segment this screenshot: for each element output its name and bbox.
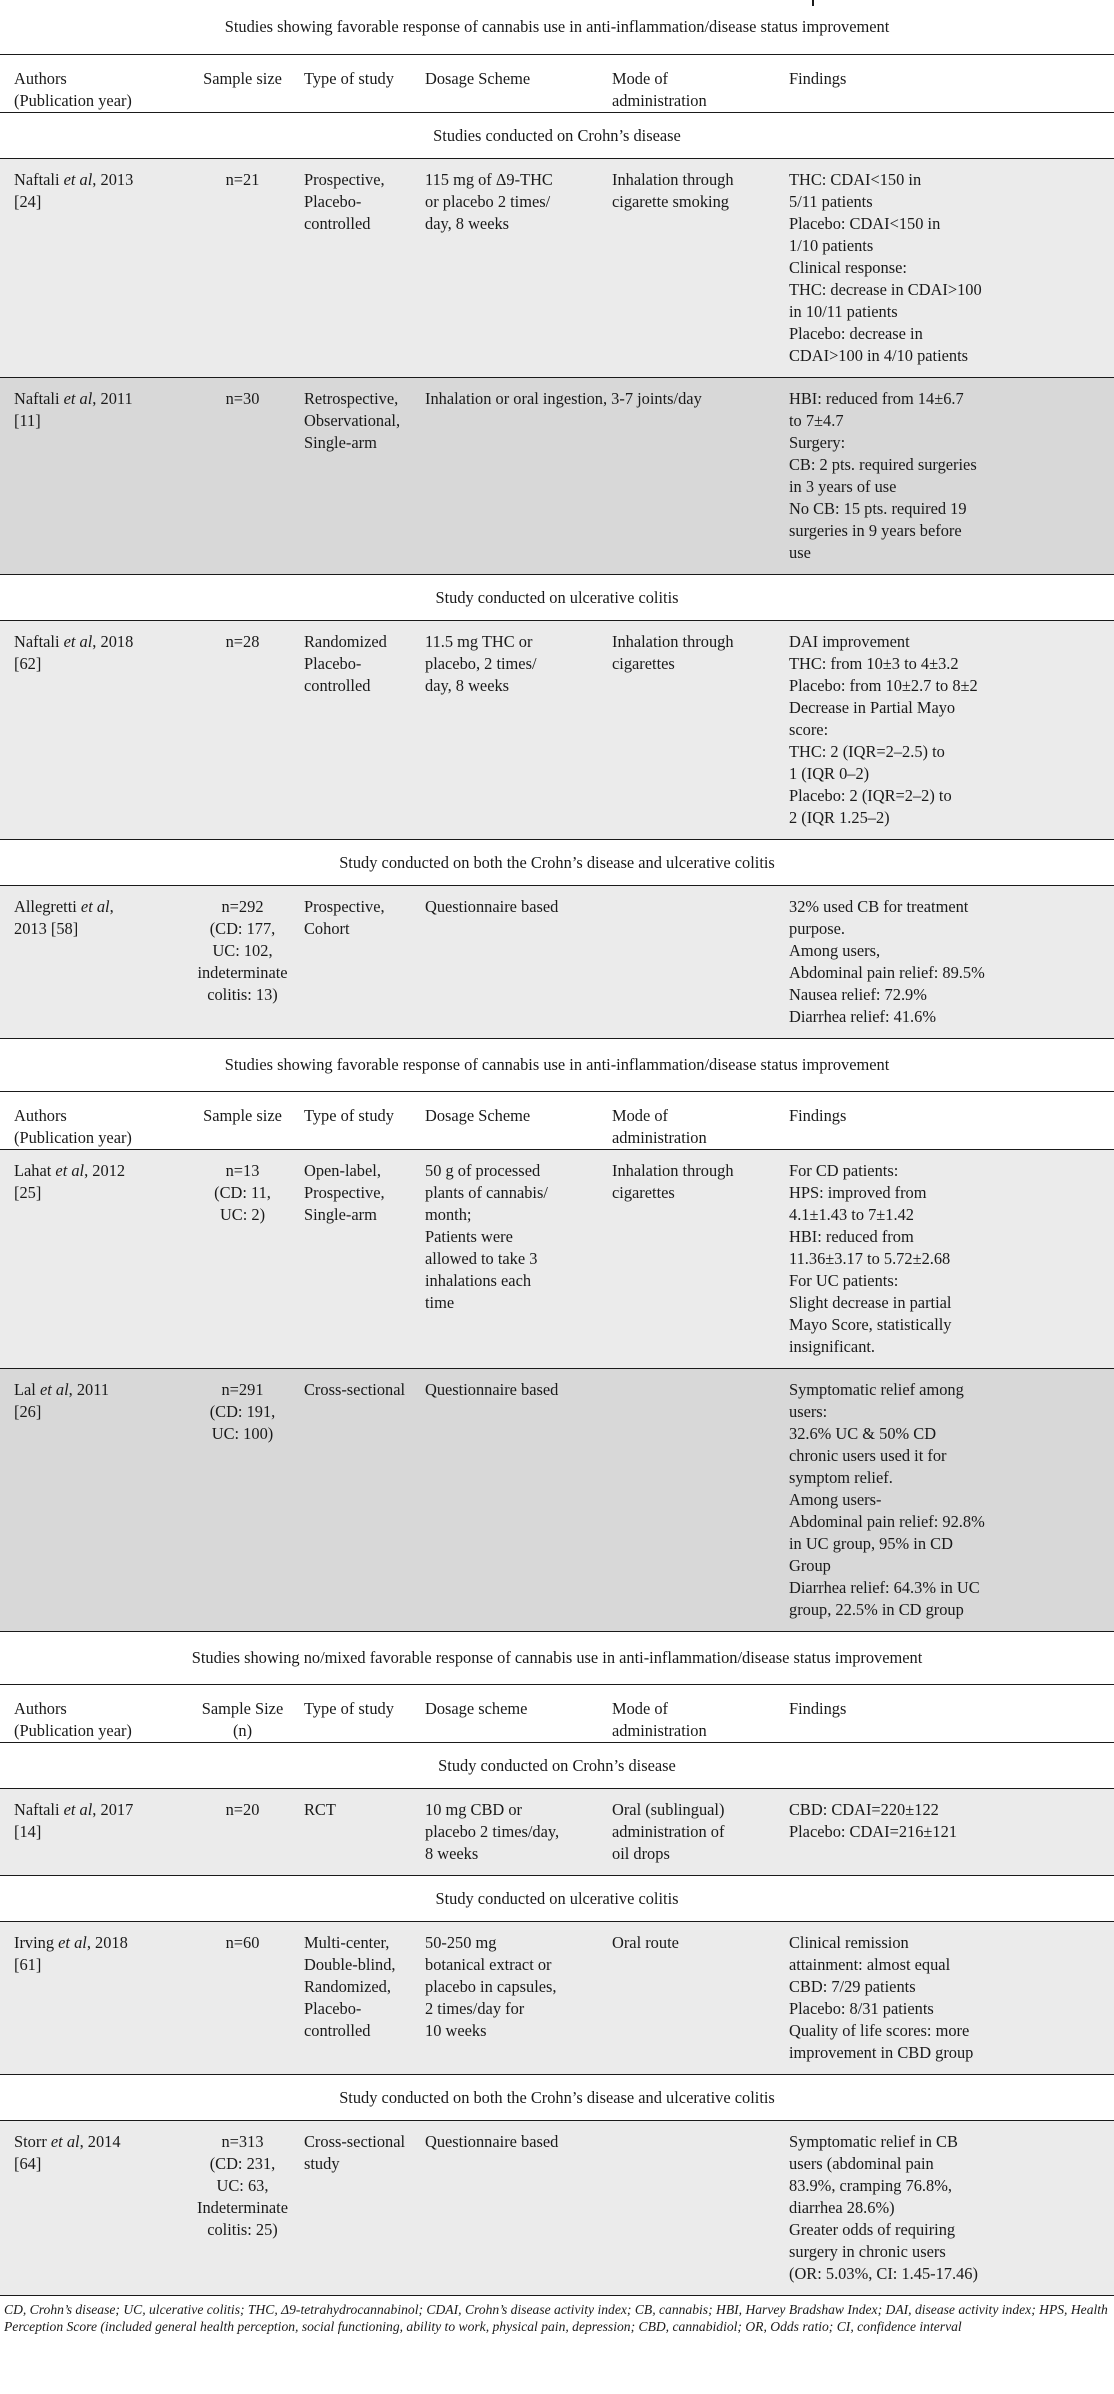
study-type-cell: Prospective, Placebo- controlled [300,159,421,378]
author-etal: et al [55,1161,85,1180]
header-mode: Mode of administration [608,1685,785,1743]
dosage-cell: Questionnaire based [421,1369,608,1632]
author-etal: et al [80,897,110,916]
author-cell [0,1922,185,2075]
findings-cell: 32% used CB for treatment purpose. Among users, Abdominal pain relief: 89.5% Nausea relief: 72.9% Diarrhea relief: 41.6% [785,886,1114,1039]
dosage-cell: Questionnaire based [421,886,608,1039]
table-row [0,2121,1114,2296]
author-year-ref: , 2012 [25] [14,1161,126,1202]
mode-cell: Oral route [608,1922,785,2075]
section-title: Studies showing favorable response of cannabis use in anti-inflammation/disease status improvement [0,0,1114,55]
subsection-title: Study conducted on ulcerative colitis [0,575,1114,621]
table-row [0,378,1114,575]
subsection-title: Study conducted on both the Crohn’s disease and ulcerative colitis [0,2075,1114,2121]
author-etal: et al [58,1933,87,1952]
study-type-cell: RCT [300,1789,421,1876]
subsection-title: Studies conducted on Crohn’s disease [0,113,1114,159]
author-etal: et al [50,2132,80,2151]
header-authors: Authors (Publication year) [0,55,185,113]
author-etal: et al [39,1380,69,1399]
column-header-row [0,1092,1114,1150]
dosage-cell: 115 mg of Δ9-THC or placebo 2 times/ day, 8 weeks [421,159,608,378]
section-title-row [0,0,1114,55]
author-year-ref: , 2013 [24] [14,170,134,211]
section-title: Studies showing favorable response of cannabis use in anti-inflammation/disease status improvement [0,1039,1114,1092]
table-row [0,1922,1114,2075]
header-findings: Findings [785,55,1114,113]
author-cell [0,1789,185,1876]
sample-size-cell: n=21 [185,159,300,378]
author-etal: et al [63,389,93,408]
dosage-cell: Questionnaire based [421,2121,608,2296]
subsection-title-row [0,2075,1114,2121]
author-name: Storr [14,2132,51,2151]
dosage-mode-cell: Inhalation or oral ingestion, 3-7 joints/day [421,378,785,575]
mode-cell [608,1369,785,1632]
subsection-title-row [0,575,1114,621]
findings-cell: THC: CDAI<150 in 5/11 patients Placebo: CDAI<150 in 1/10 patients Clinical response: THC: decrease in CDAI>100 in 10/11 patients Placebo: decrease in CDAI>100 in 4/10 patients [785,159,1114,378]
header-mode: Mode of administration [608,55,785,113]
author-year-ref: , 2011 [26] [14,1380,110,1421]
table-row [0,621,1114,840]
header-sample-size: Sample size [185,55,300,113]
sample-size-cell: n=60 [185,1922,300,2075]
header-dosage: Dosage Scheme [421,1092,608,1150]
author-name: Naftali [14,389,64,408]
mode-cell: Oral (sublingual) administration of oil drops [608,1789,785,1876]
subsection-title: Study conducted on both the Crohn’s disease and ulcerative colitis [0,840,1114,886]
author-cell [0,1369,185,1632]
findings-cell: Symptomatic relief in CB users (abdominal pain 83.9%, cramping 76.8%, diarrhea 28.6%) Greater odds of requiring surgery in chronic users (OR: 5.03%, CI: 1.45-17.46) [785,2121,1114,2296]
sample-size-cell: n=28 [185,621,300,840]
table-row [0,1369,1114,1632]
sample-size-cell: n=291 (CD: 191, UC: 100) [185,1369,300,1632]
mode-cell: Inhalation through cigarette smoking [608,159,785,378]
author-cell [0,621,185,840]
author-cell [0,886,185,1039]
subsection-title: Study conducted on ulcerative colitis [0,1876,1114,1922]
header-mode: Mode of administration [608,1092,785,1150]
author-year-ref: , 2014 [64] [14,2132,121,2173]
findings-cell: DAI improvement THC: from 10±3 to 4±3.2 Placebo: from 10±2.7 to 8±2 Decrease in Partial Mayo score: THC: 2 (IQR=2–2.5) to 1 (IQR 0–2) Placebo: 2 (IQR=2–2) to 2 (IQR 1.25–2) [785,621,1114,840]
header-dosage: Dosage Scheme [421,55,608,113]
subsection-title-row [0,1876,1114,1922]
author-year-ref: , 2018 [61] [14,1933,128,1974]
author-etal: et al [63,632,93,651]
author-etal: et al [63,1800,93,1819]
author-cell [0,159,185,378]
column-header-row [0,1685,1114,1743]
sample-size-cell: n=13 (CD: 11, UC: 2) [185,1150,300,1369]
study-type-cell: Prospective, Cohort [300,886,421,1039]
findings-cell: Clinical remission attainment: almost equal CBD: 7/29 patients Placebo: 8/31 patients Quality of life scores: more improvement in CBD group [785,1922,1114,2075]
subsection-title-row [0,1743,1114,1789]
header-authors: Authors (Publication year) [0,1685,185,1743]
header-study-type: Type of study [300,1685,421,1743]
dosage-cell: 50 g of processed plants of cannabis/ month; Patients were allowed to take 3 inhalations each time [421,1150,608,1369]
author-cell [0,378,185,575]
dosage-cell: 11.5 mg THC or placebo, 2 times/ day, 8 weeks [421,621,608,840]
author-year-ref: , 2013 [58] [14,897,114,938]
findings-cell: HBI: reduced from 14±6.7 to 7±4.7 Surgery: CB: 2 pts. required surgeries in 3 years of use No CB: 15 pts. required 19 surgeries in 9 years before use [785,378,1114,575]
author-year-ref: , 2011 [11] [14,389,133,430]
header-sample-size: Sample Size (n) [185,1685,300,1743]
author-name: Naftali [14,1800,64,1819]
author-name: Naftali [14,170,64,189]
mode-cell [608,2121,785,2296]
section-title-row [0,1039,1114,1092]
author-cell [0,1150,185,1369]
header-study-type: Type of study [300,1092,421,1150]
study-type-cell: Cross-sectional study [300,2121,421,2296]
mode-cell [608,886,785,1039]
findings-cell: Symptomatic relief among users: 32.6% UC & 50% CD chronic users used it for symptom relief. Among users- Abdominal pain relief: 92.8% in UC group, 95% in CD Group Diarrhea relief: 64.3% in UC group, 22.5% in CD group [785,1369,1114,1632]
author-cell [0,2121,185,2296]
mode-cell: Inhalation through cigarettes [608,621,785,840]
mode-cell: Inhalation through cigarettes [608,1150,785,1369]
author-name: Lal [14,1380,40,1399]
author-name: Lahat [14,1161,56,1180]
study-type-cell: Retrospective, Observational, Single-arm [300,378,421,575]
sample-size-cell: n=30 [185,378,300,575]
dosage-cell: 10 mg CBD or placebo 2 times/day, 8 weeks [421,1789,608,1876]
table-row [0,1789,1114,1876]
sample-size-cell: n=20 [185,1789,300,1876]
sample-size-cell: n=292 (CD: 177, UC: 102, indeterminate colitis: 13) [185,886,300,1039]
header-dosage: Dosage scheme [421,1685,608,1743]
subsection-title-row [0,840,1114,886]
section-title-row [0,1632,1114,1685]
header-findings: Findings [785,1685,1114,1743]
table-row [0,886,1114,1039]
top-divider [812,0,814,6]
subsection-title-row [0,113,1114,159]
author-name: Allegretti [14,897,81,916]
dosage-cell: 50-250 mg botanical extract or placebo in capsules, 2 times/day for 10 weeks [421,1922,608,2075]
header-findings: Findings [785,1092,1114,1150]
section-title: Studies showing no/mixed favorable response of cannabis use in anti-inflammation/disease status improvement [0,1632,1114,1685]
footnote: CD, Crohn’s disease; UC, ulcerative colitis; THC, Δ9-tetrahydrocannabinol; CDAI, Crohn’s disease activity index; CB, cannabis; HBI, Harvey Bradshaw Index; DAI, disease activity index; HPS, Health Perception Score (included general health perception, social functioning, ability to work, physical pain, depression; CBD, cannabidiol; OR, Odds ratio; CI, confidence interval [4,2302,1108,2334]
author-name: Naftali [14,632,64,651]
study-type-cell: Randomized Placebo-controlled [300,621,421,840]
header-study-type: Type of study [300,55,421,113]
study-type-cell: Multi-center, Double-blind, Randomized, Placebo-controlled [300,1922,421,2075]
study-type-cell: Cross-sectional [300,1369,421,1632]
findings-cell: CBD: CDAI=220±122 Placebo: CDAI=216±121 [785,1789,1114,1876]
author-year-ref: , 2017 [14] [14,1800,134,1841]
column-header-row [0,55,1114,113]
study-type-cell: Open-label, Prospective, Single-arm [300,1150,421,1369]
header-sample-size: Sample size [185,1092,300,1150]
table-row [0,1150,1114,1369]
subsection-title: Study conducted on Crohn’s disease [0,1743,1114,1789]
table-row [0,159,1114,378]
findings-cell: For CD patients: HPS: improved from 4.1±1.43 to 7±1.42 HBI: reduced from 11.36±3.17 to 5.72±2.68 For UC patients: Slight decrease in partial Mayo Score, statistically insignificant. [785,1150,1114,1369]
author-year-ref: , 2018 [62] [14,632,134,673]
sample-size-cell: n=313 (CD: 231, UC: 63, Indeterminate colitis: 25) [185,2121,300,2296]
header-authors: Authors (Publication year) [0,1092,185,1150]
author-etal: et al [63,170,93,189]
author-name: Irving [14,1933,59,1952]
